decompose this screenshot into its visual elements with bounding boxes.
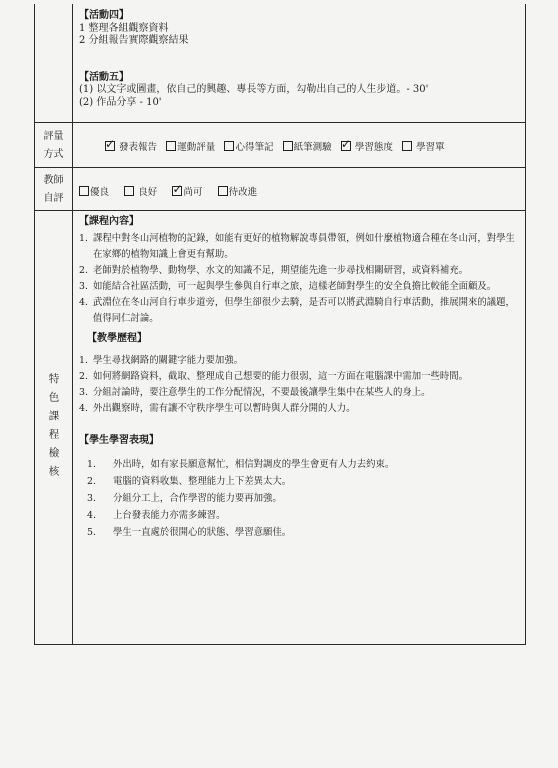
item-text: 電腦的資料收集、整理能力上下差異太大。 bbox=[113, 475, 292, 487]
option-label: 良好 bbox=[138, 187, 158, 198]
list-item bbox=[79, 263, 519, 279]
item-text: 外出觀察時，需有讓不守秩序學生可以暫時與人群分開的人力。 bbox=[93, 403, 356, 414]
review-row bbox=[35, 210, 525, 645]
option-label: 待改進 bbox=[228, 187, 258, 198]
self-eval-option-good[interactable] bbox=[124, 187, 157, 198]
item-text: 外出時，如有家長願意幫忙，相信對調皮的學生會更有人力去約束。 bbox=[113, 458, 395, 470]
list-item bbox=[79, 353, 519, 369]
checkbox-checked-icon[interactable] bbox=[105, 141, 115, 151]
checkbox-icon[interactable] bbox=[402, 141, 412, 151]
option-label: 運動評量 bbox=[177, 142, 216, 153]
student-performance-list bbox=[87, 456, 519, 541]
item-number: 5. bbox=[87, 526, 96, 538]
assessment-label bbox=[35, 123, 73, 168]
activities-row bbox=[35, 4, 525, 122]
assessment-option-report[interactable] bbox=[105, 142, 157, 153]
assessment-option-sports[interactable] bbox=[166, 142, 215, 153]
item-number: 3. bbox=[79, 387, 88, 398]
self-eval-label-line-2: 自評 bbox=[43, 192, 64, 204]
self-eval-option-fair[interactable] bbox=[172, 187, 202, 198]
document-table bbox=[34, 4, 526, 645]
list-item bbox=[87, 524, 519, 541]
item-number: 4. bbox=[87, 509, 96, 521]
item-text: 如能結合社區活動，可一起與學生參與自行車之旅，這樣老師對學生的安全負擔比較能全面顧及。 bbox=[93, 280, 497, 292]
list-item bbox=[79, 295, 519, 327]
item-text: 課程中對冬山河植物的記錄，如能有更好的植物解說專員帶領，例如什麼植物適合種在冬山河，對學生在家鄉的植物知識上會更有幫助。 bbox=[93, 232, 515, 260]
course-content-list bbox=[79, 231, 519, 327]
assessment-option-notes[interactable] bbox=[224, 142, 273, 153]
item-text: 武淵位在冬山河自行車步道旁，但學生卻很少去騎，是否可以將武淵騎自行車活動，推展開來的議題，值得同仁討論。 bbox=[93, 296, 515, 324]
item-number: 2. bbox=[79, 371, 88, 382]
self-eval-options bbox=[79, 184, 519, 198]
list-item bbox=[79, 279, 519, 295]
assessment-label-line-2: 方式 bbox=[43, 148, 64, 160]
self-eval-option-excellent[interactable] bbox=[79, 187, 109, 198]
list-item bbox=[79, 231, 519, 263]
option-label: 學習態度 bbox=[354, 142, 393, 153]
checkbox-icon[interactable] bbox=[79, 186, 89, 196]
teaching-process-title: 【教學歷程】 bbox=[87, 332, 147, 344]
teaching-process-list bbox=[79, 353, 519, 417]
activity4-line-1: 1 整理各組觀察資料 bbox=[79, 22, 169, 34]
activities-content bbox=[79, 10, 519, 109]
assessment-row bbox=[35, 122, 525, 168]
checkbox-icon[interactable] bbox=[283, 141, 293, 151]
checkbox-icon[interactable] bbox=[124, 186, 134, 196]
item-text: 分組分工上，合作學習的能力要再加強。 bbox=[113, 492, 282, 504]
checkbox-icon[interactable] bbox=[166, 141, 176, 151]
item-number: 2. bbox=[87, 475, 96, 487]
item-number: 2. bbox=[79, 264, 88, 276]
assessment-option-attitude[interactable] bbox=[341, 142, 393, 153]
assessment-option-worksheet[interactable] bbox=[402, 142, 445, 153]
item-text: 學生一直處於很開心的狀態、學習意願佳。 bbox=[113, 526, 292, 538]
assessment-label-line-1: 評量 bbox=[43, 130, 64, 142]
item-number: 3. bbox=[79, 280, 88, 292]
item-number: 1. bbox=[87, 458, 96, 470]
option-label: 心得筆記 bbox=[235, 142, 274, 153]
option-label: 發表報告 bbox=[119, 142, 158, 153]
item-number: 3. bbox=[87, 492, 96, 504]
self-eval-label-line-1: 教師 bbox=[43, 174, 64, 186]
activity4-title: 【活動四】 bbox=[79, 10, 129, 21]
list-item bbox=[87, 473, 519, 490]
assessment-options bbox=[105, 139, 519, 153]
option-label: 尚可 bbox=[183, 187, 203, 198]
list-item bbox=[79, 401, 519, 417]
activity4-line-2: 2 分組報告實際觀察結果 bbox=[79, 35, 189, 46]
checkbox-checked-icon[interactable] bbox=[172, 186, 182, 196]
activity5-title: 【活動五】 bbox=[79, 71, 129, 83]
option-label: 紙筆測驗 bbox=[293, 142, 332, 153]
student-performance-title: 【學生學習表現】 bbox=[79, 435, 159, 446]
item-text: 分組討論時，要注意學生的工作分配情況，不要最後讓學生集中在某些人的身上。 bbox=[93, 387, 431, 398]
item-number: 1. bbox=[79, 355, 88, 366]
item-text: 如何將網路資料，截取、整理成自己想要的能力很弱，這一方面在電腦課中需加一些時間。 bbox=[93, 371, 469, 382]
item-text: 上台發表能力亦需多練習。 bbox=[113, 509, 226, 521]
option-label: 優良 bbox=[90, 187, 110, 198]
self-eval-option-improve[interactable] bbox=[218, 187, 258, 198]
assessment-option-test[interactable] bbox=[283, 142, 332, 153]
item-number: 4. bbox=[79, 296, 88, 308]
review-label: 特色課程檢核 bbox=[47, 372, 60, 484]
option-label: 學習單 bbox=[416, 142, 445, 153]
item-text: 老師對於植物學、動物學、水文的知識不足，期望能先進一步尋找相關研習，或資料補充。 bbox=[93, 264, 469, 276]
course-content-title: 【課程內容】 bbox=[79, 216, 139, 227]
activity5-line-2: (2) 作品分享 - 10' bbox=[79, 96, 162, 108]
activities-label-cell bbox=[35, 4, 73, 122]
checkbox-icon[interactable] bbox=[218, 186, 228, 196]
list-item bbox=[87, 456, 519, 473]
item-text: 學生尋找網路的關鍵字能力要加強。 bbox=[93, 355, 244, 366]
item-number: 4. bbox=[79, 403, 88, 414]
review-label-cell bbox=[35, 211, 73, 645]
self-eval-label bbox=[35, 168, 73, 211]
activity5-line-1: (1) 以文字或圖畫，依自己的興趣、專長等方面，勾勒出自己的人生步道。- 30' bbox=[79, 84, 429, 95]
checkbox-icon[interactable] bbox=[224, 141, 234, 151]
checkbox-checked-icon[interactable] bbox=[341, 141, 351, 151]
list-item bbox=[87, 507, 519, 524]
list-item bbox=[87, 490, 519, 507]
list-item bbox=[79, 369, 519, 385]
item-number: 1. bbox=[79, 232, 88, 244]
self-eval-row bbox=[35, 167, 525, 211]
review-content bbox=[79, 216, 519, 541]
list-item bbox=[79, 385, 519, 401]
